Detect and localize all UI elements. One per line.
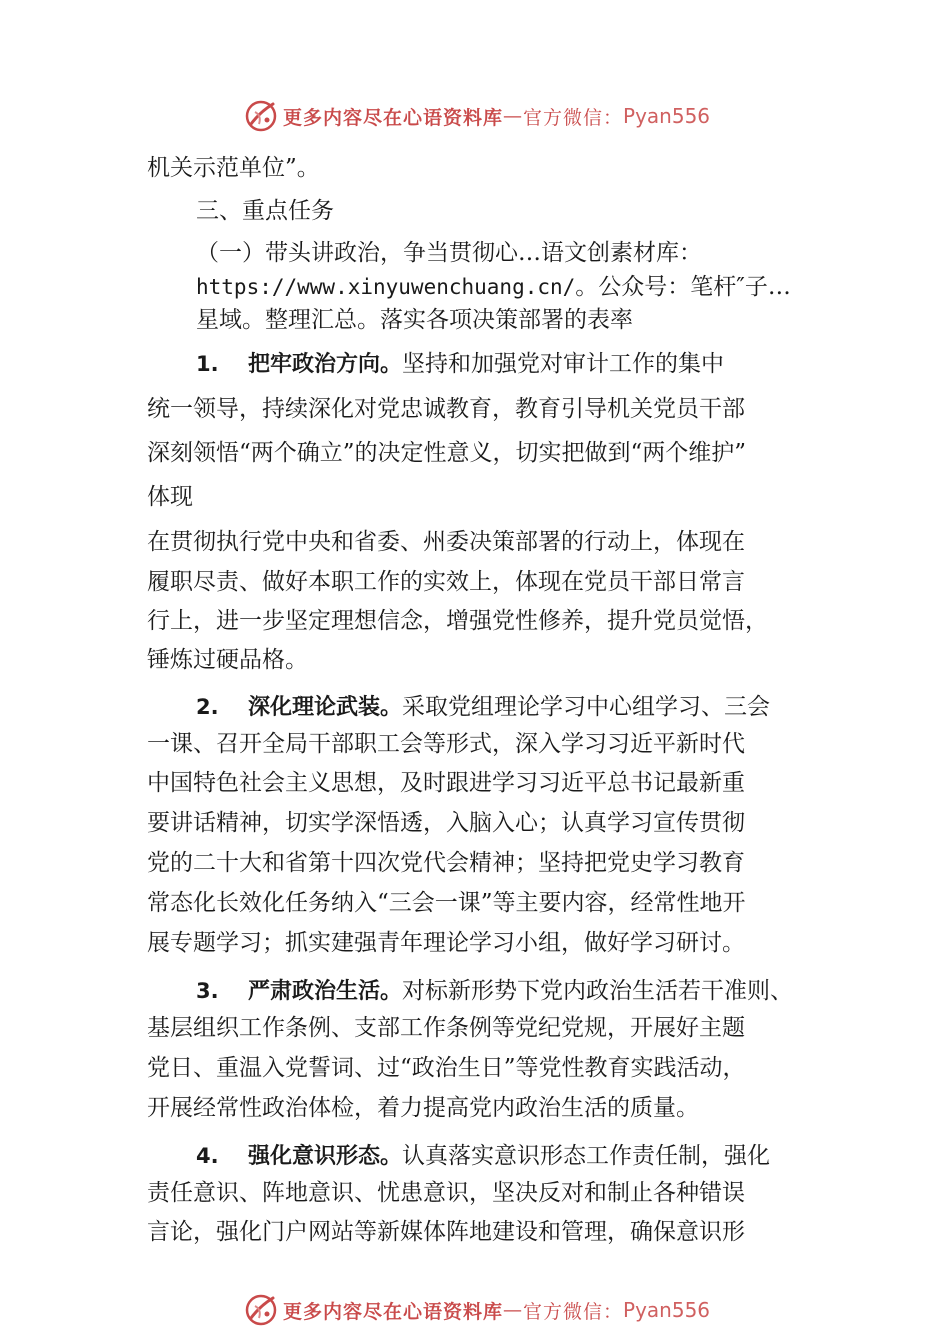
subsection-heading: （一）带头讲政治，争当贯彻心…语文创素材库： [196,240,702,266]
item-title: 严肃政治生活。 [248,979,403,1004]
text-line: 锤炼过硬品格。 [147,647,308,673]
header-watermark-banner [243,96,710,136]
text-line: 言论，强化门户网站等新媒体阵地建设和管理，确保意识形 [147,1219,745,1245]
library-name: 更多内容尽在心语资料库 [283,106,504,129]
text-line: 机关示范单位”。 [147,155,320,181]
wechat-label: 官方微信： [523,1300,624,1323]
section-heading: 三、重点任务 [196,198,334,224]
item-title: 把牢政治方向。 [248,352,403,377]
text-line: 星域。整理汇总。落实各项决策部署的表率 [196,307,633,333]
text-fragment: 。公众号：笔杆″子… [575,274,791,300]
dash-separator: — [503,1299,524,1321]
text-line: 要讲话精神，切实学深悟透，入脑入心；认真学习宣传贯彻 [147,810,745,836]
dash-separator: — [503,105,524,127]
text-line: 体现 [147,484,193,510]
text-line: 履职尽责、做好本职工作的实效上，体现在党员干部日常言 [147,569,745,595]
url-text: https://www.xinyuwenchuang.cn/ [196,275,576,299]
item-title: 强化意识形态。 [248,1144,403,1169]
text-fragment: 采取党组理论学习中心组学习、三会 [402,694,771,720]
library-name: 更多内容尽在心语资料库 [283,1300,504,1323]
item-number: 1. [196,352,219,376]
text-fragment: 对标新形势下党内政治生活若干准则、 [402,978,794,1004]
text-line: 一课、召开全局干部职工会等形式，深入学习习近平新时代 [147,731,745,757]
wechat-id: Pyan556 [623,104,711,128]
wechat-label: 官方微信： [523,106,624,129]
text-line: 统一领导，持续深化对党忠诚教育，教育引导机关党员干部 [147,396,745,422]
item-2-first-line [196,692,770,723]
text-line: 在贯彻执行党中央和省委、州委决策部署的行动上，体现在 [147,529,745,555]
item-number: 2. [196,695,219,719]
item-number: 4. [196,1144,219,1168]
brush-logo-icon [243,1292,279,1328]
item-title: 深化理论武装。 [248,695,403,720]
text-line: 常态化长效化任务纳入“三会一课”等主要内容，经常性地开 [147,890,746,916]
text-line: 基层组织工作条例、支部工作条例等党纪党规，开展好主题 [147,1015,745,1041]
footer-watermark-banner [243,1290,710,1330]
text-fragment: 认真落实意识形态工作责任制，强化 [402,1143,771,1169]
item-number: 3. [196,979,219,1003]
item-4-first-line [196,1141,770,1172]
text-line: 中国特色社会主义思想，及时跟进学习习近平总书记最新重 [147,770,745,796]
text-fragment: 坚持和加强党对审计工作的集中 [402,351,725,377]
wechat-id: Pyan556 [623,1298,711,1322]
item-1-first-line [196,349,724,380]
brush-logo-icon [243,98,279,134]
text-line: 行上，进一步坚定理想信念，增强党性修养，提升党员觉悟， [147,608,768,634]
text-line: 展专题学习；抓实建强青年理论学习小组，做好学习研讨。 [147,930,745,956]
item-3-first-line [196,976,793,1007]
text-line: 党的二十大和省第十四次党代会精神；坚持把党史学习教育 [147,850,745,876]
text-line: 开展经常性政治体检，着力提高党内政治生活的质量。 [147,1095,699,1121]
text-line [196,272,791,302]
text-line: 党日、重温入党誓词、过“政治生日”等党性教育实践活动， [147,1055,746,1081]
text-line: 责任意识、阵地意识、忧患意识，坚决反对和制止各种错误 [147,1180,745,1206]
text-line: 深刻领悟“两个确立”的决定性意义，切实把做到“两个维护” [147,440,747,466]
